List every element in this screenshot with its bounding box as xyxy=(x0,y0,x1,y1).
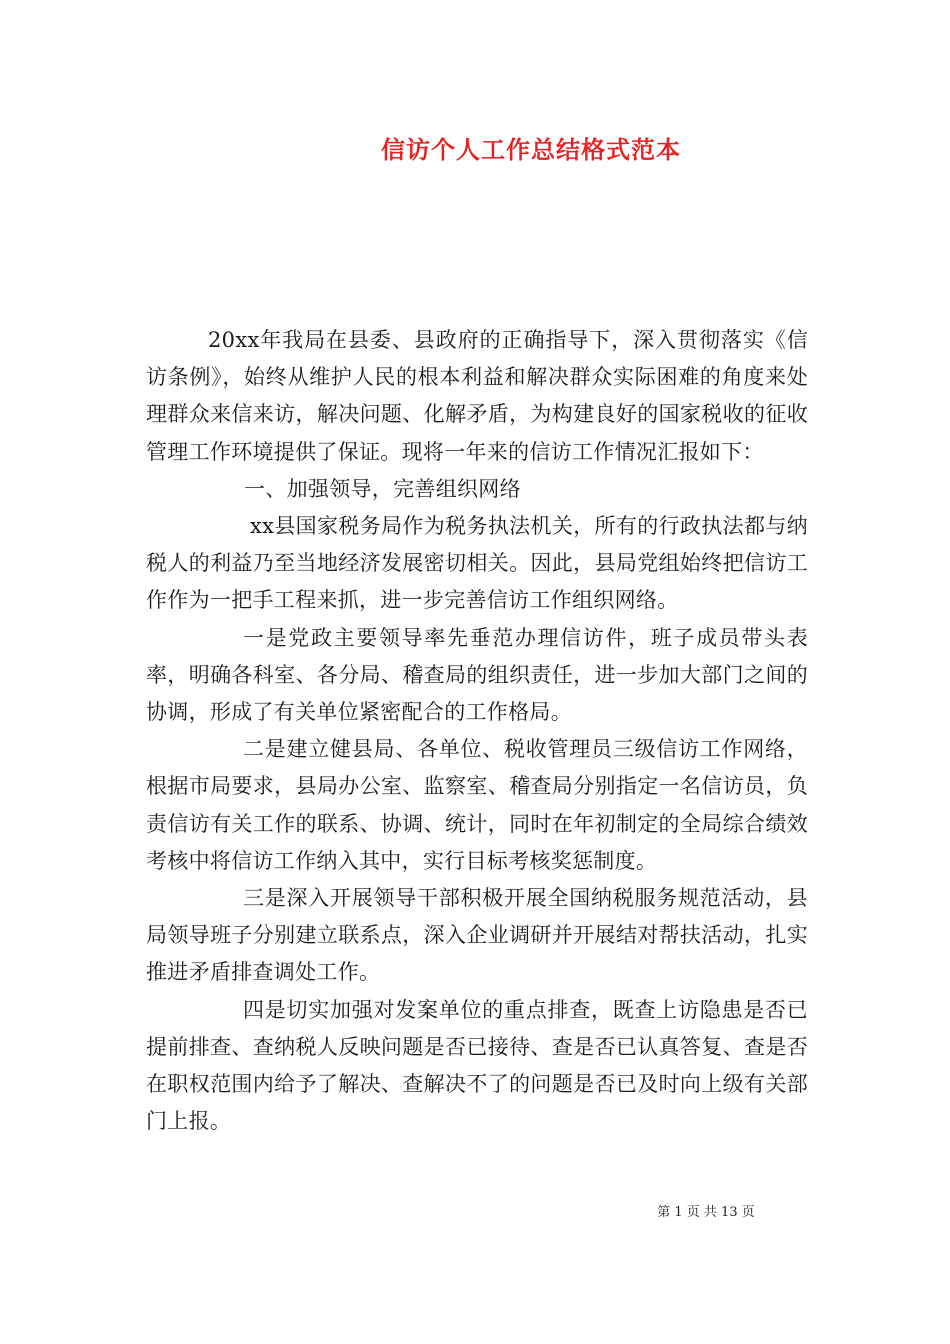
list-item-paragraph: 三是深入开展领导干部积极开展全国纳税服务规范活动，县局领导班子分别建立联系点，深入企业调研并开展结对帮扶活动，扎实推进矛盾排查调处工作。 xyxy=(146,886,808,985)
body-paragraph: xx县国家税务局作为税务执法机关，所有的行政执法都与纳税人的利益乃至当地经济发展密切相关。因此，县局党组始终把信访工作作为一把手工程来抓，进一步完善信访工作组织网络。 xyxy=(146,514,808,613)
document-body xyxy=(146,322,808,1140)
document-title: 信访个人工作总结格式范本 xyxy=(381,135,681,164)
list-item-paragraph: 四是切实加强对发案单位的重点排查，既查上访隐患是否已提前排查、查纳税人反映问题是否已接待、查是否已认真答复、查是否在职权范围内给予了解决、查解决不了的问题是否已及时向上级有关部门上报。 xyxy=(146,997,808,1134)
intro-paragraph: 20xx年我局在县委、县政府的正确指导下，深入贯彻落实《信访条例》，始终从维护人民的根本利益和解决群众实际困难的角度来处理群众来信来访，解决问题、化解矛盾，为构建良好的国家税收的征收管理工作环境提供了保证。现将一年来的信访工作情况汇报如下： xyxy=(146,328,808,464)
page-number-footer: 第 1 页 共 13 页 xyxy=(657,1205,755,1220)
list-item-paragraph: 一是党政主要领导率先垂范办理信访件，班子成员带头表率，明确各科室、各分局、稽查局的组织责任，进一步加大部门之间的协调，形成了有关单位紧密配合的工作格局。 xyxy=(146,625,808,725)
section-heading: 一、加强领导，完善组织网络 xyxy=(244,476,521,501)
list-item-paragraph: 二是建立健县局、各单位、税收管理员三级信访工作网络，根据市局要求，县局办公室、监察室、稽查局分别指定一名信访员，负责信访有关工作的联系、协调、统计，同时在年初制定的全局综合绩效考核中将信访工作纳入其中，实行目标考核奖惩制度。 xyxy=(146,737,808,873)
